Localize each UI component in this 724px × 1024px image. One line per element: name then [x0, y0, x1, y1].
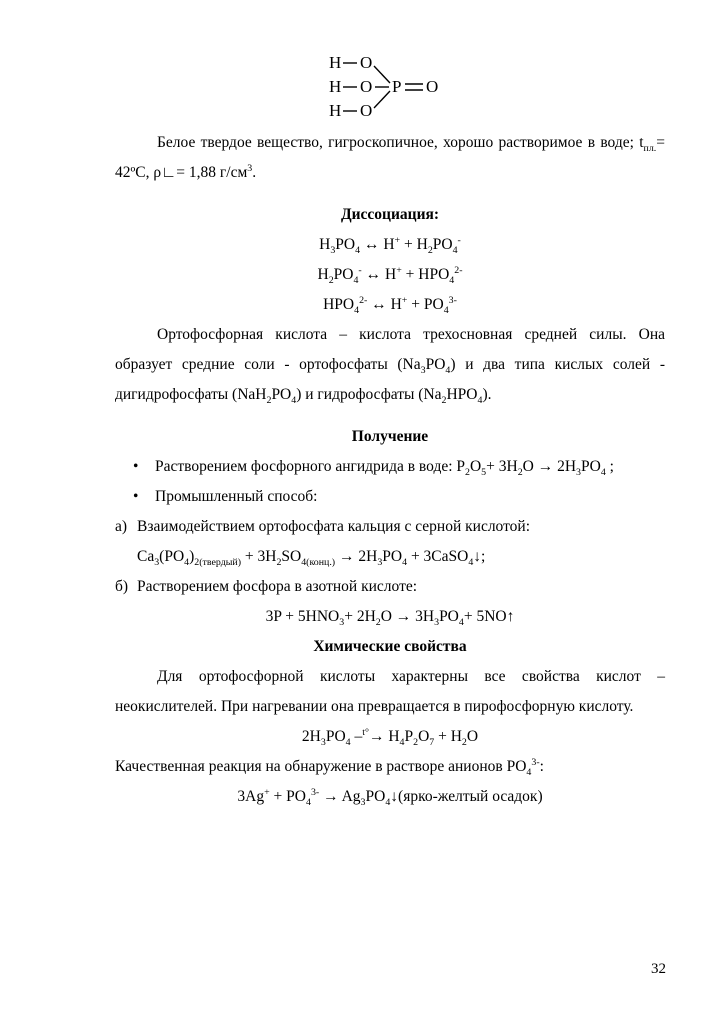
phosphoric-acid-structure — [115, 52, 665, 124]
bullet-text: Промышленный способ: — [155, 488, 318, 505]
item-b-text: Растворением фосфора в азотной кислоте: — [137, 578, 418, 595]
dissociation-equation-1: $H_3PO_4$ ↔ $H^+ + H_2PO_4^-$ — [319, 234, 461, 257]
item-a-equation: $Ca_3(PO_4)_{2(твердый)} + 3H_2SO_{4(конц.)} \to 2H_3PO_4$ + 3CaSO$_4$↓; — [137, 548, 486, 569]
list-item-b — [115, 572, 665, 602]
bullet-icon: • — [133, 458, 139, 475]
intro-paragraph: Белое твердое вещество, гигроскопичное, хорошо растворимое в воде; $t_{пл.}=$ 42ºС, ρ∟= 1,88 $г/см^3$. — [115, 134, 665, 181]
page-number: 32 — [651, 961, 666, 977]
item-b-label: б) — [115, 578, 129, 595]
properties-paragraph: Для ортофосфорной кислоты характерны все свойства кислот – неокислителей. При нагревании она превращается в пирофосфорную кислоту. — [115, 668, 665, 715]
qualitative-reaction-text: Качественная реакция на обнаружение в растворе анионов $PO_4^{3-}$: — [115, 756, 544, 779]
atom-o-label: O — [360, 77, 373, 96]
atom-o-label: O — [360, 101, 373, 120]
atom-p-label: P — [392, 77, 402, 96]
atom-h-label: H — [329, 101, 342, 120]
qualitative-reaction-equation: $3Ag^+ + PO_4^{3-}$ → $Ag_3PO_4↓(ярко$-желтый осадок) — [237, 786, 543, 809]
atom-h-label: H — [329, 53, 342, 72]
bullet-item — [115, 482, 665, 512]
list-item-a — [115, 512, 665, 542]
item-b-equation: $3P + 5HNO_3+ 2H_2O \to 3H_3PO_4+$ 5NO↑ — [265, 608, 515, 629]
bullet-item — [115, 452, 665, 482]
item-a-label: а) — [115, 518, 128, 535]
atom-h-label: H — [329, 77, 342, 96]
item-a-text: Взаимодействием ортофосфата кальция с серной кислотой: — [137, 518, 531, 535]
molecule-diagram — [325, 52, 455, 124]
atom-o-label: O — [360, 53, 373, 72]
pyrophosphoric-equation: $2H_3PO_4$ $-^{t^\circ}\to H_4P_2O_7 + H_2O$ — [301, 726, 479, 749]
properties-heading: Химические свойства — [313, 638, 467, 655]
dissociation-equation-2: $H_2PO_4^-$ ↔ $H^+ + HPO_4^{2-}$ — [317, 264, 463, 287]
dissociation-equation-3: $HPO_4^{2-}$ ↔ $H^+ + PO_4^{3-}$ — [323, 294, 457, 317]
dissociation-paragraph: Ортофосфорная кислота – кислота трехосновная средней силы. Она образует средние соли - ортофосфаты $(Na_3PO_4)$ и два типа кислых солей - дигидрофосфаты $(NaH_2PO_4)$ и гидрофосфаты $(Na_2HPO_4)$. — [115, 326, 665, 407]
page-content — [115, 52, 665, 812]
bullet-text: Растворением фосфорного ангидрида в воде: $P_2O_5+ 3H_2O \to 2H_3PO_4$ ; — [155, 458, 614, 479]
atom-o-label: O — [426, 77, 439, 96]
preparation-heading: Получение — [351, 428, 429, 445]
bullet-icon: • — [133, 488, 139, 505]
dissociation-heading: Диссоциация: — [340, 206, 440, 223]
bond-lines — [343, 63, 423, 111]
